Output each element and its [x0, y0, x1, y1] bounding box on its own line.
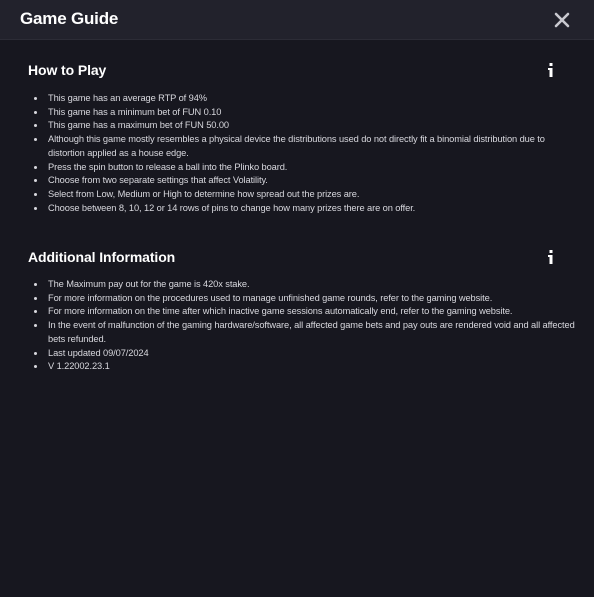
list-item: Choose from two separate settings that affect Volatility. — [28, 174, 576, 188]
section-title: How to Play — [28, 62, 107, 78]
info-button[interactable] — [546, 248, 556, 266]
info-icon — [546, 61, 556, 79]
modal-header — [0, 0, 594, 40]
list-item: Select from Low, Medium or High to determine how spread out the prizes are. — [28, 188, 576, 202]
close-button[interactable] — [552, 10, 572, 30]
section-additional-information — [28, 248, 576, 374]
list-item: Choose between 8, 10, 12 or 14 rows of pins to change how many prizes there are on offer. — [28, 202, 576, 216]
list-item: This game has an average RTP of 94% — [28, 92, 576, 106]
list-item: This game has a minimum bet of FUN 0.10 — [28, 106, 576, 120]
list-item: For more information on the procedures used to manage unfinished game rounds, refer to the gaming website. — [28, 292, 576, 306]
page-title: Game Guide — [20, 9, 119, 28]
list-item: For more information on the time after which inactive game sessions automatically end, refer to the gaming website. — [28, 305, 576, 319]
list-item: In the event of malfunction of the gaming hardware/software, all affected game bets and pay outs are rendered void and all affected bets refunded. — [28, 319, 576, 346]
section-title: Additional Information — [28, 249, 176, 265]
list-item: This game has a maximum bet of FUN 50.00 — [28, 119, 576, 133]
list-item: Although this game mostly resembles a physical device the distributions used do not directly fit a binomial distribution due to distortion applied as a house edge. — [28, 133, 576, 160]
additional-info-list — [28, 278, 576, 374]
close-icon — [552, 10, 572, 30]
info-button[interactable] — [546, 61, 556, 79]
list-item: V 1.22002.23.1 — [28, 360, 576, 374]
list-item: Press the spin button to release a ball into the Plinko board. — [28, 161, 576, 175]
info-icon — [546, 248, 556, 266]
list-item: The Maximum pay out for the game is 420x stake. — [28, 278, 576, 292]
how-to-play-list — [28, 92, 576, 215]
section-how-to-play — [28, 61, 576, 215]
list-item: Last updated 09/07/2024 — [28, 347, 576, 361]
